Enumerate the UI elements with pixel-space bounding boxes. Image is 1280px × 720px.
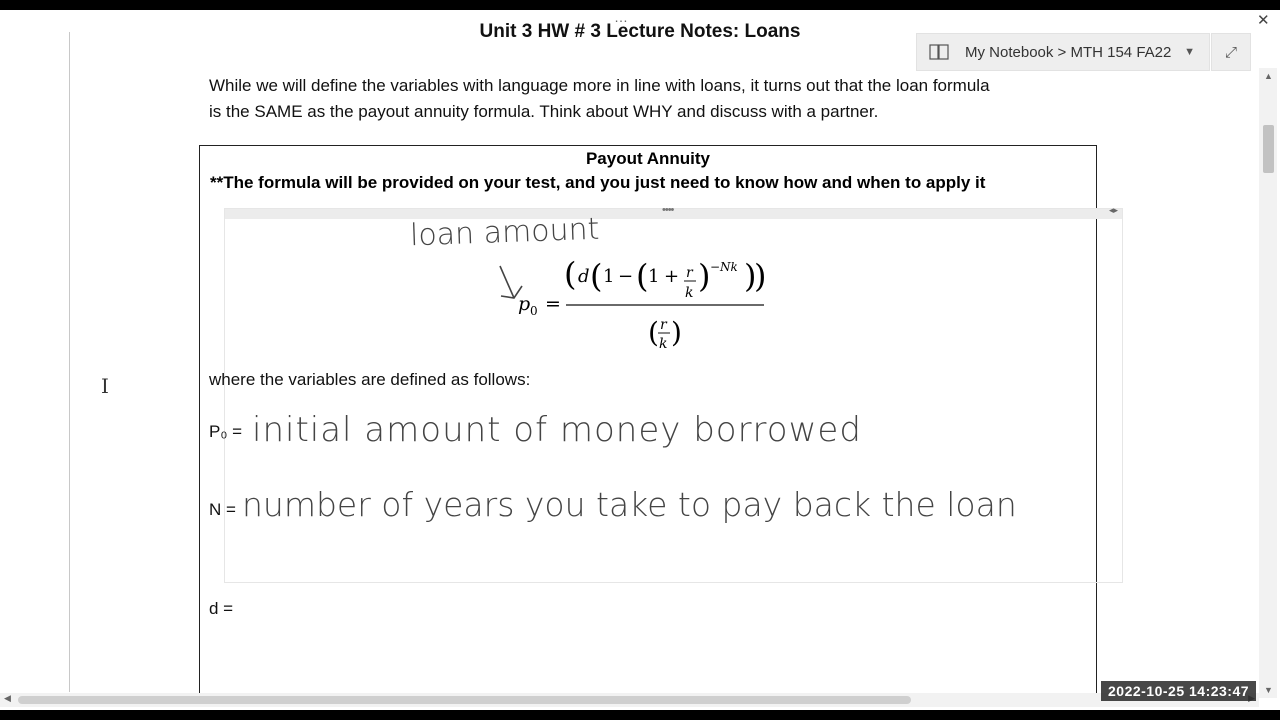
horizontal-scroll-thumb[interactable] — [18, 696, 911, 704]
formula-r-den: r — [660, 317, 667, 333]
paren: ( — [564, 255, 577, 293]
chevron-down-icon[interactable]: ▼ — [1184, 46, 1195, 58]
vertical-scroll-thumb[interactable] — [1263, 125, 1274, 173]
page-margin-rule — [69, 32, 70, 692]
formula-r-num: r — [686, 265, 693, 281]
formula-plus: + — [664, 266, 680, 287]
scroll-left-icon[interactable]: ◀ — [4, 693, 11, 703]
formula-exponent: −Nk — [710, 260, 738, 274]
paren: ( — [590, 257, 603, 295]
formula-lhs-sub: 0 — [530, 304, 538, 318]
resize-arrows-icon[interactable]: ◂▸ — [1108, 205, 1118, 215]
formula-one-b: 1 — [648, 266, 660, 287]
more-dots-icon[interactable]: … — [614, 10, 629, 25]
notebook-selector[interactable] — [916, 33, 1210, 71]
horizontal-scrollbar[interactable] — [0, 693, 1259, 707]
expand-icon[interactable]: ⤢ — [1211, 33, 1251, 71]
formula-equals: = — [545, 293, 561, 315]
var-label-n: N = — [209, 500, 236, 519]
page-title: Unit 3 HW # 3 Lecture Notes: Loans — [479, 21, 801, 42]
ink-panel-handle[interactable] — [225, 204, 1122, 219]
box-title: Payout Annuity — [585, 149, 711, 168]
notebook-path[interactable]: My Notebook > MTH 154 FA22 — [965, 43, 1172, 61]
vertical-scrollbar[interactable] — [1259, 68, 1277, 698]
formula-k-num: k — [685, 285, 694, 301]
grip-icon[interactable]: •••• — [662, 204, 674, 216]
intro-paragraph: While we will define the variables with language more in line with loans, it turns out that the loan formula is the SAME as the payout annuity formula. Think about WHY and discuss with a partner. — [209, 76, 990, 121]
var-label-d: d = — [209, 599, 234, 618]
var-label-p0: P₀ = — [209, 422, 243, 441]
handwritten-p0: initial amount of money borrowed — [252, 410, 862, 450]
formula-lhs: p — [518, 293, 531, 315]
scroll-down-icon[interactable]: ▼ — [1264, 685, 1273, 695]
formula-k-den: k — [659, 336, 668, 352]
handwritten-n: number of years you take to pay back the loan — [242, 485, 1017, 524]
handwritten-annotation: loan amount — [409, 211, 600, 254]
timestamp-overlay: 2022-10-25 14:23:47 — [1101, 681, 1256, 701]
document-window — [0, 10, 1280, 710]
scroll-up-icon[interactable]: ▲ — [1264, 71, 1273, 81]
box-note: **The formula will be provided on your test, and you just need to know how and when to apply it — [210, 173, 986, 192]
paren: ( — [648, 316, 659, 349]
notebook-icon — [929, 44, 949, 60]
paren: ) — [698, 257, 711, 295]
paren: ) — [744, 257, 757, 295]
paren: ) — [671, 316, 682, 349]
paren: ) — [754, 257, 767, 295]
formula-one-a: 1 — [603, 266, 615, 287]
payout-annuity-formula — [500, 247, 780, 357]
paren: ( — [636, 257, 649, 295]
formula-d: d — [578, 266, 590, 287]
formula-minus: − — [618, 266, 634, 287]
defined-text: where the variables are defined as follows: — [209, 370, 531, 389]
text-cursor-icon: I — [101, 374, 109, 398]
close-icon[interactable]: ✕ — [1257, 12, 1270, 29]
